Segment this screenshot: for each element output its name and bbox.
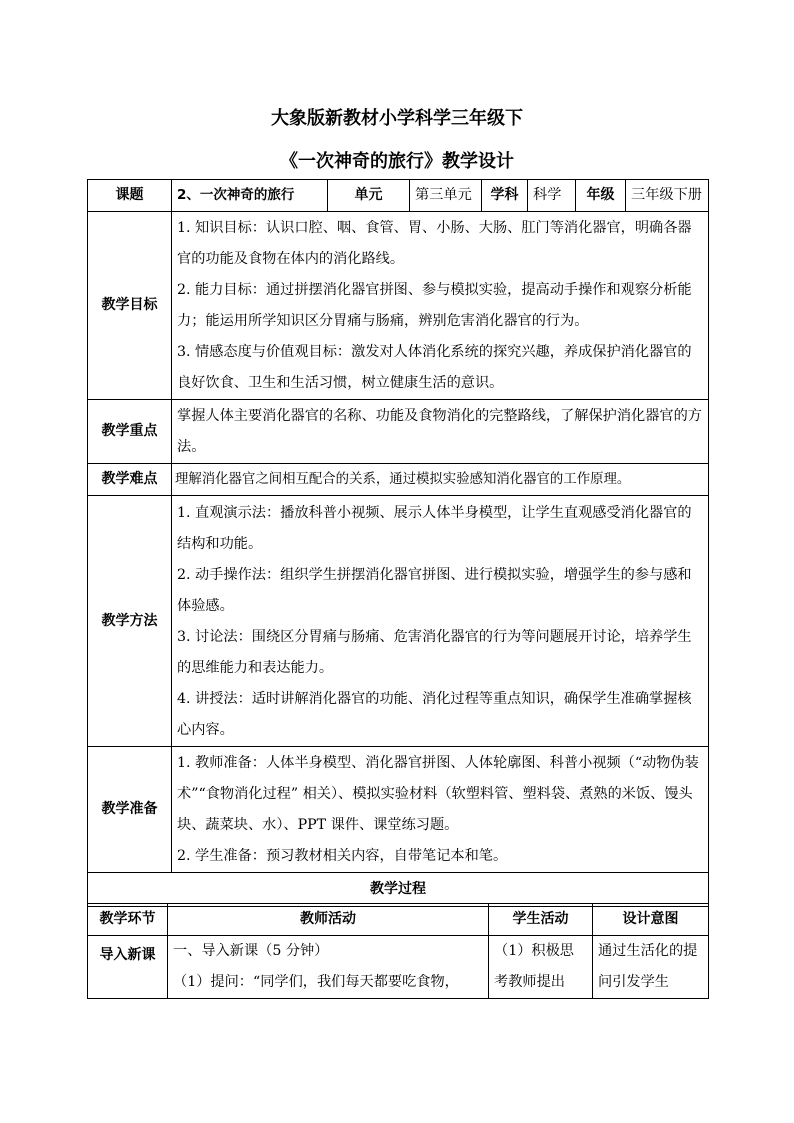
methods-content	[172, 496, 709, 747]
difficulty-label: 教学难点	[88, 464, 172, 496]
key-points-row	[88, 400, 709, 464]
unit-label: 单元	[328, 180, 410, 212]
document-subtitle: 《一次神奇的旅行》教学设计	[280, 151, 514, 172]
teacher-cell	[168, 936, 489, 999]
process-header-row	[88, 873, 709, 907]
topic-row	[88, 180, 709, 212]
objective-item: 2. 能力目标：通过拼摆消化器官拼图、参与模拟实验，提高动手操作和观察分析能力；能运用所学知识区分胃痛与肠痛，辨别危害消化器官的行为。	[177, 282, 692, 329]
methods-label: 教学方法	[88, 496, 172, 747]
grade-value: 三年级下册	[626, 180, 709, 212]
topic-value: 2、一次神奇的旅行	[172, 180, 328, 212]
objective-item: 3. 情感态度与价值观目标：激发对人体消化系统的探究兴趣，养成保护消化器官的良好饮食、卫生和生活习惯，树立健康生活的意识。	[177, 344, 692, 391]
objectives-label: 教学目标	[88, 212, 172, 400]
key-points-content: 掌握人体主要消化器官的名称、功能及食物消化的完整路线，了解保护消化器官的方法。	[172, 400, 709, 464]
subject-value: 科学	[528, 180, 576, 212]
method-item: 2. 动手操作法：组织学生拼摆消化器官拼图、进行模拟实验，增强学生的参与感和体验感。	[177, 567, 692, 614]
teacher-line: （1）提问：“同学们，我们每天都要吃食物，	[173, 974, 459, 990]
method-item: 4. 讲授法：适时讲解消化器官的功能、消化过程等重点知识，确保学生准确掌握核心内容。	[177, 691, 692, 738]
lesson-plan-table	[87, 179, 709, 907]
process-table	[87, 903, 709, 999]
difficulty-content: 理解消化器官之间相互配合的关系，通过模拟实验感知消化器官的工作原理。	[172, 464, 709, 496]
unit-value: 第三单元	[410, 180, 482, 212]
method-item: 1. 直观演示法：播放科普小视频、展示人体半身模型，让学生直观感受消化器官的结构和功能。	[177, 505, 692, 552]
methods-row	[88, 496, 709, 747]
stage-cell: 导入新课	[88, 936, 168, 999]
subject-label: 学科	[482, 180, 528, 212]
document-title: 大象版新教材小学科学三年级下	[271, 108, 523, 129]
difficulty-row	[88, 464, 709, 496]
column-intent: 设计意图	[593, 904, 709, 936]
process-row	[88, 936, 709, 999]
topic-label: 课题	[88, 180, 172, 212]
objective-item: 1. 知识目标：认识口腔、咽、食管、胃、小肠、大肠、肛门等消化器官，明确各器官的功能及食物在体内的消化路线。	[177, 220, 692, 267]
preparation-item: 2. 学生准备：预习教材相关内容，自带笔记本和笔。	[177, 848, 508, 864]
key-points-label: 教学重点	[88, 400, 172, 464]
teacher-line: 一、导入新课（5 分钟）	[173, 943, 329, 959]
preparation-content	[172, 747, 709, 873]
grade-label: 年级	[576, 180, 626, 212]
column-student: 学生活动	[489, 904, 593, 936]
process-header: 教学过程	[88, 873, 709, 907]
preparation-label: 教学准备	[88, 747, 172, 873]
process-columns-row	[88, 904, 709, 936]
objectives-content	[172, 212, 709, 400]
method-item: 3. 讨论法：围绕区分胃痛与肠痛、危害消化器官的行为等问题展开讨论，培养学生的思维能力和表达能力。	[177, 629, 692, 676]
student-cell: （1）积极思考教师提出	[489, 936, 593, 999]
preparation-row	[88, 747, 709, 873]
column-teacher: 教师活动	[168, 904, 489, 936]
objectives-row	[88, 212, 709, 400]
column-stage: 教学环节	[88, 904, 168, 936]
intent-cell: 通过生活化的提问引发学生	[593, 936, 709, 999]
preparation-item: 1. 教师准备：人体半身模型、消化器官拼图、人体轮廓图、科普小视频（“动物伪装术”“食物消化过程” 相关）、模拟实验材料（软塑料管、塑料袋、煮熟的米饭、馒头块、蔬菜块、水）、PPT 课件、课堂练习题。	[177, 755, 699, 833]
